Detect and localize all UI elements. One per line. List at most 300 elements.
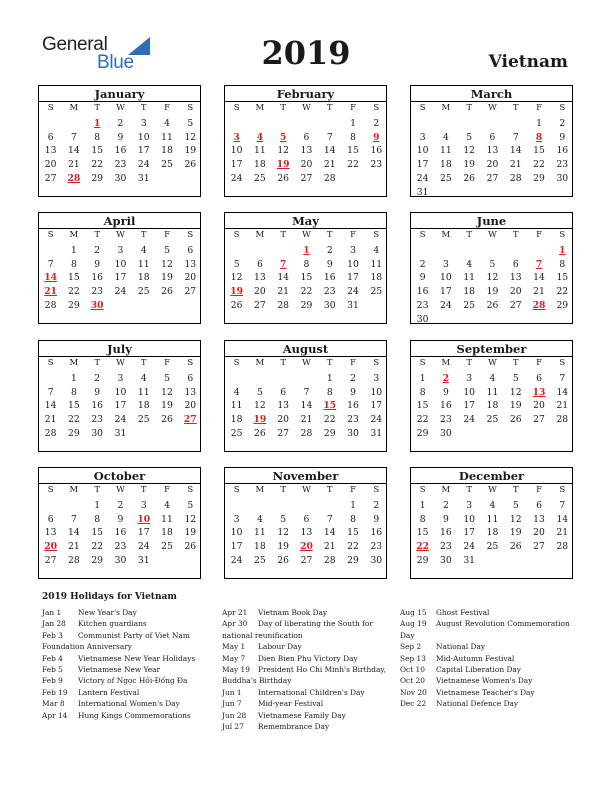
holiday-date: May 1 bbox=[222, 642, 246, 652]
day-cell: 22 bbox=[68, 286, 80, 298]
day-cell: 18 bbox=[463, 286, 476, 298]
day-cell: 23 bbox=[440, 541, 452, 553]
weekday-label: T bbox=[140, 230, 147, 240]
day-cell: 21 bbox=[323, 159, 336, 171]
weekday-label: F bbox=[350, 230, 356, 240]
month-november bbox=[224, 467, 387, 579]
day-cell: 18 bbox=[440, 159, 452, 171]
day-cell: 22 bbox=[347, 541, 359, 553]
day-cell: 15 bbox=[68, 400, 80, 412]
month-october bbox=[38, 467, 201, 579]
month-september bbox=[410, 340, 573, 452]
day-cell: 14 bbox=[68, 527, 80, 539]
day-cell: 13 bbox=[486, 145, 499, 157]
holidays-title: 2019 Holidays for Vietnam bbox=[42, 592, 177, 602]
day-cell: 23 bbox=[323, 286, 336, 298]
holiday-day: 19 bbox=[276, 159, 290, 171]
weekday-label: F bbox=[536, 230, 542, 240]
weekday-header bbox=[39, 485, 200, 496]
holiday-name: Mid-Autumn Festival bbox=[436, 653, 515, 663]
day-cell: 24 bbox=[370, 414, 383, 426]
day-cell: 1 bbox=[350, 118, 356, 129]
holiday-name: National Day bbox=[436, 642, 486, 652]
weekday-label: W bbox=[116, 358, 125, 368]
day-cell: 23 bbox=[114, 159, 127, 171]
day-cell: 25 bbox=[230, 427, 243, 439]
holiday-name: Capital Liberation Day bbox=[436, 665, 521, 675]
day-cell: 9 bbox=[442, 513, 449, 525]
day-cell: 18 bbox=[161, 145, 173, 157]
day-cell: 31 bbox=[114, 427, 127, 439]
weekday-label: S bbox=[559, 103, 566, 113]
day-cell: 9 bbox=[94, 386, 101, 398]
month-january bbox=[38, 85, 201, 197]
weekday-label: M bbox=[441, 485, 451, 495]
weekday-label: M bbox=[255, 485, 265, 495]
day-cell: 26 bbox=[509, 414, 522, 426]
day-cell: 28 bbox=[44, 299, 57, 311]
day-cell: 30 bbox=[114, 172, 127, 184]
holiday-item bbox=[42, 607, 212, 618]
holiday-name: Vietnamese New Year bbox=[78, 665, 161, 675]
weekday-label: W bbox=[302, 230, 311, 240]
holiday-item bbox=[400, 618, 570, 641]
day-cell: 4 bbox=[256, 513, 263, 525]
month-divider bbox=[225, 483, 386, 484]
day-cell: 3 bbox=[140, 500, 147, 511]
day-cell: 27 bbox=[486, 172, 499, 184]
day-cell: 18 bbox=[486, 527, 499, 539]
day-cell: 29 bbox=[68, 427, 80, 439]
month-divider bbox=[411, 356, 572, 357]
holiday-day: 20 bbox=[44, 541, 58, 553]
holiday-name: Lantern Festival bbox=[78, 687, 140, 697]
weekday-label: F bbox=[350, 358, 356, 368]
day-cell: 8 bbox=[94, 513, 101, 525]
day-cell: 26 bbox=[509, 541, 522, 553]
weekday-label: S bbox=[187, 230, 194, 240]
day-cell: 8 bbox=[350, 131, 356, 143]
day-cell: 30 bbox=[370, 554, 383, 566]
day-cell: 16 bbox=[370, 145, 383, 157]
day-cell: 20 bbox=[277, 414, 290, 426]
day-cell: 11 bbox=[486, 386, 499, 398]
holiday-date: May 19 bbox=[222, 665, 250, 675]
day-cell: 21 bbox=[68, 159, 80, 171]
holiday-item bbox=[222, 687, 392, 698]
day-cell: 13 bbox=[277, 400, 290, 412]
day-cell: 18 bbox=[254, 541, 266, 553]
holiday-name: Vietnamese Women's Day bbox=[436, 676, 533, 686]
holiday-item bbox=[400, 607, 570, 618]
day-cell: 6 bbox=[536, 500, 542, 511]
day-cell: 24 bbox=[463, 414, 476, 426]
day-cell: 26 bbox=[463, 172, 476, 184]
weekday-label: S bbox=[373, 103, 380, 113]
day-cell: 8 bbox=[326, 386, 333, 398]
day-cell: 26 bbox=[184, 541, 197, 553]
day-cell: 13 bbox=[533, 513, 545, 525]
day-cell: 11 bbox=[254, 145, 266, 157]
day-cell: 19 bbox=[161, 272, 173, 284]
weekday-label: T bbox=[512, 358, 519, 368]
weekday-label: T bbox=[280, 485, 287, 495]
holiday-name: National Defence Day bbox=[436, 699, 519, 709]
holiday-item bbox=[222, 618, 392, 641]
holiday-day: 19 bbox=[253, 414, 267, 426]
day-cell: 26 bbox=[184, 159, 197, 171]
day-cell: 28 bbox=[556, 541, 569, 553]
day-cell: 7 bbox=[303, 386, 310, 398]
day-cell: 22 bbox=[347, 159, 359, 171]
month-name: April bbox=[103, 214, 136, 228]
holiday-day: 13 bbox=[532, 386, 546, 398]
day-cell: 30 bbox=[556, 172, 569, 184]
day-cell: 24 bbox=[440, 299, 452, 311]
day-cell: 22 bbox=[91, 541, 104, 553]
logo-text-general: General bbox=[42, 34, 108, 55]
weekday-label: M bbox=[441, 358, 451, 368]
weekday-label: F bbox=[164, 103, 170, 113]
day-cell: 19 bbox=[184, 145, 197, 157]
weekday-label: S bbox=[233, 103, 240, 113]
weekday-label: W bbox=[302, 103, 311, 113]
day-cell: 30 bbox=[440, 427, 452, 439]
day-cell: 16 bbox=[114, 145, 127, 157]
day-cell: 9 bbox=[94, 258, 101, 270]
weekday-label: T bbox=[326, 230, 333, 240]
day-cell: 30 bbox=[114, 554, 127, 566]
holiday-day: 15 bbox=[323, 400, 337, 412]
day-cell: 17 bbox=[370, 400, 383, 412]
month-divider bbox=[225, 228, 386, 229]
day-cell: 9 bbox=[117, 513, 124, 525]
day-cell: 3 bbox=[373, 373, 380, 384]
holiday-name: Kitchen guardians bbox=[78, 619, 147, 629]
holiday-date: Nov 20 bbox=[400, 687, 427, 697]
day-cell: 25 bbox=[370, 286, 383, 298]
day-cell: 17 bbox=[114, 272, 127, 284]
day-cell: 18 bbox=[370, 272, 383, 284]
day-cell: 9 bbox=[442, 386, 449, 398]
day-cell: 2 bbox=[117, 118, 124, 129]
day-cell: 25 bbox=[161, 541, 173, 553]
weekday-label: M bbox=[255, 103, 265, 113]
day-cell: 27 bbox=[44, 172, 57, 184]
weekday-label: T bbox=[466, 358, 473, 368]
holiday-item bbox=[42, 664, 212, 675]
day-cell: 8 bbox=[303, 258, 310, 270]
day-cell: 29 bbox=[91, 172, 104, 184]
month-divider bbox=[225, 356, 386, 357]
day-cell: 16 bbox=[91, 272, 104, 284]
day-cell: 27 bbox=[533, 414, 545, 426]
day-cell: 11 bbox=[254, 527, 266, 539]
day-cell: 12 bbox=[486, 272, 499, 284]
day-cell: 16 bbox=[114, 527, 127, 539]
holiday-item bbox=[222, 664, 392, 687]
weekday-header bbox=[411, 230, 572, 241]
month-divider bbox=[411, 101, 572, 102]
day-cell: 25 bbox=[137, 414, 150, 426]
day-cell: 18 bbox=[137, 272, 150, 284]
day-cell: 28 bbox=[277, 299, 290, 311]
day-cell: 19 bbox=[161, 400, 173, 412]
day-cell: 26 bbox=[486, 299, 499, 311]
day-cell: 8 bbox=[419, 386, 426, 398]
day-cell: 16 bbox=[347, 400, 359, 412]
month-april bbox=[38, 212, 201, 324]
day-cell: 24 bbox=[114, 414, 127, 426]
day-cell: 13 bbox=[509, 272, 522, 284]
holiday-name: Hung Kings Commemorations bbox=[78, 710, 191, 720]
weekday-label: F bbox=[536, 358, 542, 368]
holiday-item bbox=[400, 641, 570, 652]
day-cell: 20 bbox=[300, 159, 313, 171]
day-cell: 8 bbox=[350, 513, 356, 525]
weekday-label: S bbox=[419, 103, 426, 113]
day-cell: 10 bbox=[347, 258, 359, 270]
weekday-header bbox=[39, 230, 200, 241]
day-cell: 17 bbox=[347, 272, 359, 284]
day-cell: 18 bbox=[254, 159, 266, 171]
day-cell: 2 bbox=[94, 245, 101, 256]
day-cell: 5 bbox=[512, 373, 519, 384]
holiday-day: 22 bbox=[416, 541, 430, 553]
day-cell: 25 bbox=[254, 554, 266, 566]
weekday-label: T bbox=[466, 103, 473, 113]
day-cell: 22 bbox=[68, 414, 80, 426]
day-cell: 14 bbox=[556, 513, 569, 525]
weekday-label: S bbox=[559, 485, 566, 495]
day-cell: 2 bbox=[94, 373, 101, 384]
day-cell: 30 bbox=[91, 427, 104, 439]
day-cell: 15 bbox=[416, 527, 429, 539]
day-cell: 11 bbox=[463, 272, 476, 284]
day-cell: 17 bbox=[463, 400, 476, 412]
day-cell: 28 bbox=[323, 554, 336, 566]
day-cell: 13 bbox=[184, 258, 197, 270]
day-cell: 29 bbox=[323, 427, 336, 439]
day-cell: 15 bbox=[68, 272, 80, 284]
day-cell: 22 bbox=[323, 414, 336, 426]
day-cell: 7 bbox=[326, 513, 333, 525]
day-cell: 22 bbox=[533, 159, 545, 171]
day-cell: 9 bbox=[373, 513, 380, 525]
day-cell: 31 bbox=[370, 427, 383, 439]
holiday-day: 1 bbox=[303, 245, 310, 256]
day-cell: 30 bbox=[440, 554, 452, 566]
weekday-label: W bbox=[116, 103, 125, 113]
day-cell: 17 bbox=[137, 145, 150, 157]
day-cell: 20 bbox=[533, 527, 545, 539]
day-cell: 20 bbox=[486, 159, 499, 171]
day-cell: 3 bbox=[140, 118, 147, 129]
holiday-date: Jun 1 bbox=[222, 687, 242, 697]
weekday-label: M bbox=[69, 358, 79, 368]
day-cell: 11 bbox=[161, 131, 173, 143]
day-cell: 15 bbox=[300, 272, 313, 284]
holiday-date: May 7 bbox=[222, 653, 246, 663]
day-cell: 10 bbox=[230, 145, 243, 157]
day-cell: 10 bbox=[114, 386, 127, 398]
month-divider bbox=[411, 228, 572, 229]
weekday-label: S bbox=[559, 358, 566, 368]
day-cell: 19 bbox=[277, 541, 290, 553]
day-cell: 12 bbox=[509, 513, 522, 525]
weekday-label: T bbox=[326, 358, 333, 368]
day-cell: 29 bbox=[91, 554, 104, 566]
day-cell: 11 bbox=[370, 258, 383, 270]
day-cell: 7 bbox=[512, 131, 519, 143]
day-cell: 7 bbox=[559, 500, 566, 511]
weekday-label: F bbox=[350, 103, 356, 113]
day-cell: 27 bbox=[300, 554, 313, 566]
holiday-day: 4 bbox=[256, 131, 264, 143]
day-cell: 8 bbox=[419, 513, 426, 525]
weekday-label: T bbox=[140, 485, 147, 495]
weekday-label: S bbox=[233, 230, 240, 240]
day-cell: 6 bbox=[280, 386, 287, 398]
holiday-name: August Revolution Commemoration Day bbox=[400, 619, 570, 640]
day-cell: 23 bbox=[91, 286, 104, 298]
day-cell: 11 bbox=[440, 145, 452, 157]
holiday-day: 2 bbox=[442, 373, 450, 384]
month-name: November bbox=[272, 469, 339, 483]
month-name: October bbox=[93, 469, 146, 483]
month-march bbox=[410, 85, 573, 197]
day-cell: 14 bbox=[533, 272, 545, 284]
day-cell: 24 bbox=[137, 159, 150, 171]
day-cell: 6 bbox=[536, 373, 542, 384]
day-cell: 7 bbox=[47, 386, 54, 398]
day-cell: 26 bbox=[230, 299, 243, 311]
day-cell: 31 bbox=[137, 172, 150, 184]
day-cell: 5 bbox=[187, 118, 194, 129]
day-cell: 28 bbox=[68, 554, 80, 566]
day-cell: 19 bbox=[509, 527, 522, 539]
day-cell: 2 bbox=[373, 500, 380, 511]
day-cell: 27 bbox=[533, 541, 545, 553]
day-cell: 24 bbox=[463, 541, 476, 553]
day-cell: 4 bbox=[466, 258, 473, 270]
holiday-name: Vietnamese Teacher's Day bbox=[436, 687, 535, 697]
day-cell: 2 bbox=[419, 258, 426, 270]
day-cell: 18 bbox=[137, 400, 150, 412]
day-cell: 3 bbox=[466, 500, 473, 511]
day-cell: 3 bbox=[117, 245, 124, 256]
month-name: May bbox=[292, 214, 319, 228]
day-cell: 24 bbox=[347, 286, 359, 298]
day-cell: 10 bbox=[463, 386, 476, 398]
weekday-label: T bbox=[140, 103, 147, 113]
holiday-item bbox=[42, 710, 212, 721]
month-name: August bbox=[282, 342, 329, 356]
holiday-date: Feb 9 bbox=[42, 676, 63, 686]
holiday-name: International Women's Day bbox=[78, 699, 180, 709]
holiday-item bbox=[222, 710, 392, 721]
day-cell: 6 bbox=[489, 131, 496, 143]
day-cell: 24 bbox=[230, 172, 243, 184]
day-cell: 23 bbox=[556, 159, 569, 171]
weekday-label: S bbox=[233, 485, 240, 495]
day-cell: 26 bbox=[254, 427, 266, 439]
day-cell: 21 bbox=[68, 541, 80, 553]
day-cell: 14 bbox=[323, 145, 336, 157]
day-cell: 20 bbox=[184, 400, 197, 412]
holiday-item bbox=[400, 664, 570, 675]
day-cell: 13 bbox=[300, 145, 313, 157]
holiday-item bbox=[222, 698, 392, 709]
weekday-label: M bbox=[69, 103, 79, 113]
day-cell: 17 bbox=[230, 541, 243, 553]
day-cell: 10 bbox=[370, 386, 383, 398]
day-cell: 16 bbox=[91, 400, 104, 412]
day-cell: 2 bbox=[326, 245, 333, 256]
weekday-label: W bbox=[116, 485, 125, 495]
day-cell: 13 bbox=[44, 527, 57, 539]
day-cell: 19 bbox=[486, 286, 499, 298]
day-cell: 1 bbox=[326, 373, 333, 384]
holiday-date: Jul 27 bbox=[222, 722, 244, 732]
day-cell: 11 bbox=[161, 513, 173, 525]
month-divider bbox=[225, 101, 386, 102]
weekday-label: W bbox=[302, 358, 311, 368]
weekday-label: S bbox=[47, 358, 54, 368]
day-cell: 18 bbox=[230, 414, 243, 426]
weekday-label: S bbox=[373, 358, 380, 368]
day-cell: 7 bbox=[47, 258, 54, 270]
day-cell: 9 bbox=[326, 258, 333, 270]
day-cell: 4 bbox=[164, 500, 170, 511]
weekday-label: M bbox=[441, 230, 451, 240]
weekday-header bbox=[39, 358, 200, 369]
holiday-date: Jun 7 bbox=[222, 699, 242, 709]
day-cell: 4 bbox=[140, 373, 147, 384]
day-cell: 5 bbox=[466, 131, 473, 143]
holiday-date: Aug 15 bbox=[400, 608, 427, 617]
day-cell: 1 bbox=[70, 373, 77, 384]
day-cell: 20 bbox=[254, 286, 266, 298]
day-cell: 3 bbox=[419, 131, 426, 143]
day-cell: 12 bbox=[277, 527, 290, 539]
month-divider bbox=[39, 483, 200, 484]
day-cell: 20 bbox=[44, 159, 57, 171]
day-cell: 26 bbox=[161, 414, 173, 426]
holiday-item bbox=[400, 653, 570, 664]
day-cell: 31 bbox=[347, 299, 359, 311]
day-cell: 14 bbox=[44, 400, 57, 412]
holiday-name: Labour Day bbox=[258, 642, 302, 652]
holiday-day: 30 bbox=[90, 299, 104, 311]
weekday-label: S bbox=[47, 230, 54, 240]
weekday-header bbox=[411, 358, 572, 369]
day-cell: 5 bbox=[280, 513, 287, 525]
day-cell: 27 bbox=[44, 554, 57, 566]
weekday-label: S bbox=[187, 103, 194, 113]
day-cell: 20 bbox=[184, 272, 197, 284]
holiday-date: Dec 22 bbox=[400, 699, 427, 709]
day-cell: 21 bbox=[509, 159, 522, 171]
month-name: September bbox=[456, 342, 527, 356]
day-cell: 31 bbox=[416, 186, 429, 198]
weekday-label: T bbox=[94, 103, 101, 113]
holiday-date: Apr 21 bbox=[222, 608, 248, 617]
month-august bbox=[224, 340, 387, 452]
weekday-label: W bbox=[302, 485, 311, 495]
holiday-date: Feb 5 bbox=[42, 665, 63, 675]
weekday-label: T bbox=[512, 485, 519, 495]
